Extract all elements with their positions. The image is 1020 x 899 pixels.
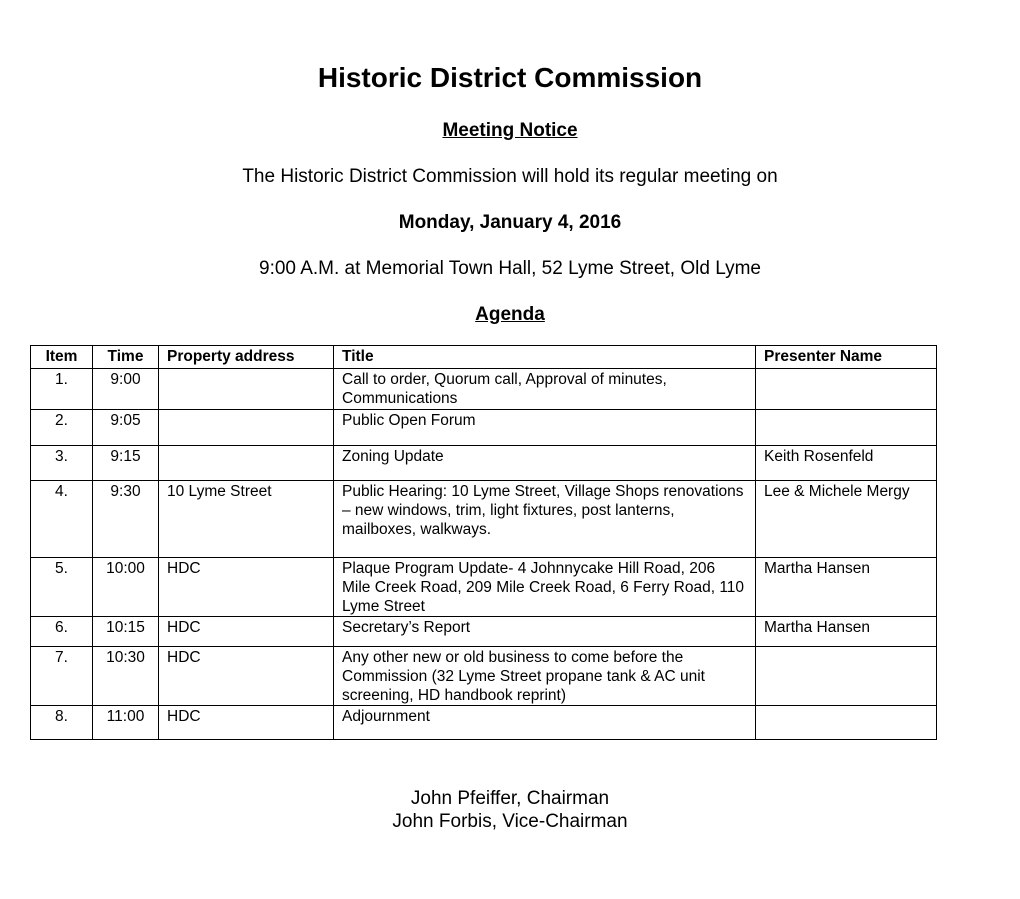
table-row: [31, 446, 937, 481]
cell-presenter: [756, 706, 937, 740]
agenda-header-row: [31, 346, 937, 369]
cell-time: 10:15: [93, 617, 159, 647]
table-row: [31, 481, 937, 558]
cell-item: 6.: [31, 617, 93, 647]
table-row: [31, 617, 937, 647]
cell-address: 10 Lyme Street: [159, 481, 334, 558]
cell-item: 2.: [31, 410, 93, 446]
cell-item: 1.: [31, 369, 93, 410]
cell-address: HDC: [159, 558, 334, 617]
cell-title: Call to order, Quorum call, Approval of minutes, Communications: [334, 369, 756, 410]
intro-text: The Historic District Commission will hold its regular meeting on: [242, 166, 778, 187]
signature-block: [0, 787, 1020, 833]
meeting-time-location: 9:00 A.M. at Memorial Town Hall, 52 Lyme Street, Old Lyme: [259, 258, 761, 279]
cell-item: 7.: [31, 647, 93, 706]
cell-presenter: Martha Hansen: [756, 617, 937, 647]
cell-presenter: [756, 369, 937, 410]
table-row: [31, 410, 937, 446]
table-row: [31, 369, 937, 410]
cell-time: 11:00: [93, 706, 159, 740]
table-row: [31, 647, 937, 706]
cell-time: 9:30: [93, 481, 159, 558]
cell-address: HDC: [159, 617, 334, 647]
cell-address: HDC: [159, 706, 334, 740]
cell-title: Secretary’s Report: [334, 617, 756, 647]
cell-time: 9:05: [93, 410, 159, 446]
table-row: [31, 706, 937, 740]
cell-time: 10:00: [93, 558, 159, 617]
table-row: [31, 558, 937, 617]
cell-presenter: Keith Rosenfeld: [756, 446, 937, 481]
cell-time: 9:00: [93, 369, 159, 410]
meeting-date: Monday, January 4, 2016: [398, 212, 622, 233]
cell-address: HDC: [159, 647, 334, 706]
cell-title: Public Hearing: 10 Lyme Street, Village Shops renovations – new windows, trim, light fixtures, post lanterns, mailboxes, walkways.: [334, 481, 756, 558]
header-property-address: Property address: [159, 346, 334, 369]
cell-title: Any other new or old business to come before the Commission (32 Lyme Street propane tank & AC unit screening, HD handbook reprint): [334, 647, 756, 706]
vice-chairman-signature: John Forbis, Vice-Chairman: [392, 811, 628, 832]
cell-address: [159, 369, 334, 410]
header-item: Item: [31, 346, 93, 369]
agenda-heading: Agenda: [475, 304, 545, 325]
cell-item: 5.: [31, 558, 93, 617]
header-presenter-name: Presenter Name: [756, 346, 937, 369]
cell-presenter: [756, 647, 937, 706]
cell-title: Public Open Forum: [334, 410, 756, 446]
cell-address: [159, 410, 334, 446]
cell-presenter: [756, 410, 937, 446]
cell-item: 4.: [31, 481, 93, 558]
document-title: Historic District Commission: [317, 62, 703, 93]
header-title: Title: [334, 346, 756, 369]
agenda-table: [30, 345, 937, 740]
chairman-signature: John Pfeiffer, Chairman: [410, 788, 610, 809]
cell-title: Plaque Program Update- 4 Johnnycake Hill Road, 206 Mile Creek Road, 209 Mile Creek Road, 6 Ferry Road, 110 Lyme Street: [334, 558, 756, 617]
cell-address: [159, 446, 334, 481]
cell-title: Adjournment: [334, 706, 756, 740]
cell-item: 8.: [31, 706, 93, 740]
cell-presenter: Lee & Michele Mergy: [756, 481, 937, 558]
header-time: Time: [93, 346, 159, 369]
cell-time: 10:30: [93, 647, 159, 706]
cell-time: 9:15: [93, 446, 159, 481]
meeting-notice-heading: Meeting Notice: [442, 120, 578, 141]
cell-item: 3.: [31, 446, 93, 481]
cell-title: Zoning Update: [334, 446, 756, 481]
cell-presenter: Martha Hansen: [756, 558, 937, 617]
